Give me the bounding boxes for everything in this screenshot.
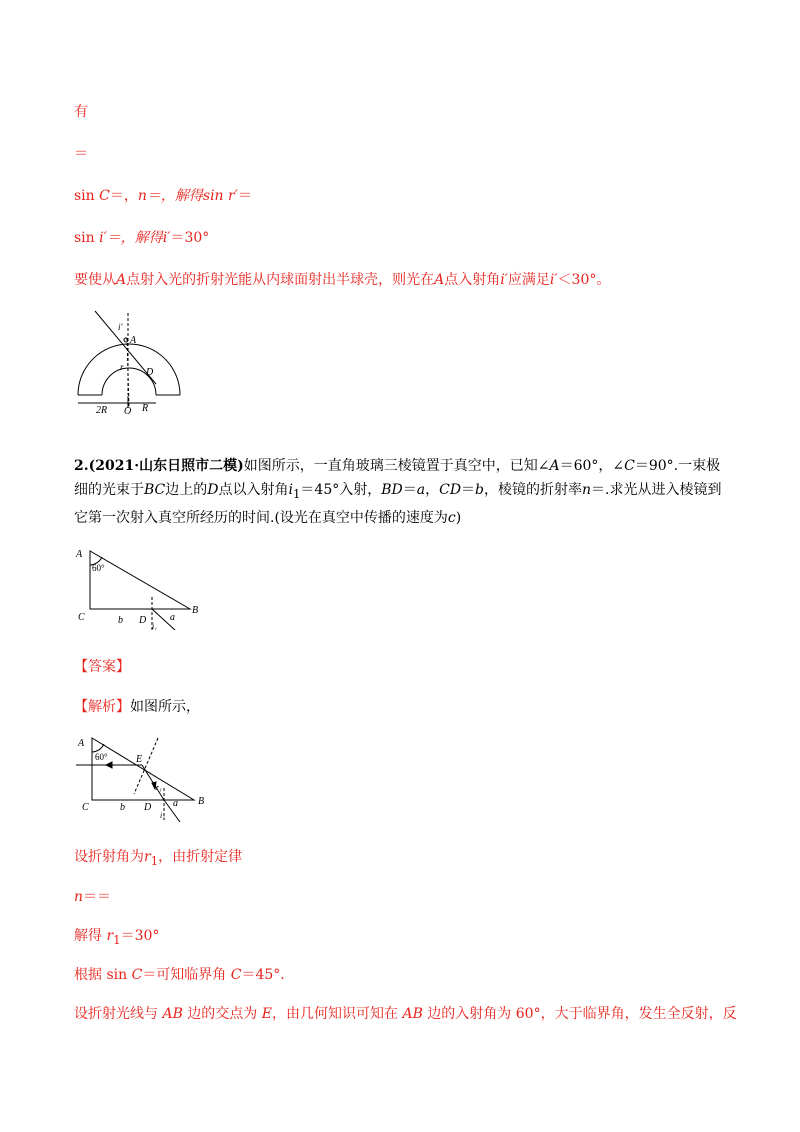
solution-line-8: 解得 $r_1=30^\circ$ bbox=[74, 928, 160, 947]
solution-line-3: sin C＝，n＝，解得sin r′＝ bbox=[74, 188, 252, 204]
fig2-label-A: A bbox=[76, 549, 83, 560]
analysis-line: 【解析】如图所示， bbox=[74, 699, 200, 715]
fig2-label-b: b bbox=[118, 615, 123, 626]
label-A: A bbox=[130, 335, 137, 346]
prism-ray-figure bbox=[76, 732, 221, 827]
fig2-label-angle: 60° bbox=[92, 563, 105, 573]
solution-line-7: n＝＝ bbox=[74, 889, 112, 905]
fig3-label-A: A bbox=[78, 738, 85, 749]
answer-label: 【答案】 bbox=[74, 659, 130, 675]
solution-line-5: 要使从A点射入光的折射光能从内球面射出半球壳，则光在A点入射角i′应满足i′＜30°。 bbox=[74, 272, 611, 288]
label-R: R bbox=[142, 403, 149, 414]
fig3-label-r1: r₁ bbox=[156, 783, 162, 792]
fig2-label-i1: i₁ bbox=[152, 622, 158, 630]
fig3-label-angle: 60° bbox=[95, 752, 108, 762]
solution-line-4: sin i′＝，解得i′＝30° bbox=[74, 230, 210, 246]
fig3-label-D: D bbox=[144, 802, 152, 813]
fig3-label-C: C bbox=[82, 802, 89, 813]
label-r: r bbox=[120, 362, 124, 372]
solution-line-9: 根据 sin C＝可知临界角 C＝45°. bbox=[74, 967, 285, 983]
label-D: D bbox=[146, 367, 154, 378]
solution-line-10: 设折射光线与 AB 边的交点为 E，由几何知识可知在 AB 边的入射角为 60°，大于临界角，发生全反射，反 bbox=[74, 1006, 737, 1022]
question-2: 2.(2021·山东日照市二模)如图所示，一直角玻璃三棱镜置于真空中，已知∠A＝60°，∠C＝90°.一束极细的光束于BC边上的D点以入射角$i_1=45^\circ$入射，BD＝a，CD＝b，棱镜的折射率n＝.求光从进入棱镜到它第一次射入真空所经历的时间.(设光在真空中传播的速度为c) bbox=[74, 458, 722, 526]
fig3-label-B: B bbox=[198, 796, 205, 807]
hemisphere-figure bbox=[70, 308, 190, 418]
fig2-label-C: C bbox=[78, 612, 85, 623]
prism-figure bbox=[72, 545, 212, 630]
fig3-label-a: a bbox=[173, 798, 178, 809]
fig3-label-E: E bbox=[136, 754, 143, 765]
label-O: O bbox=[124, 406, 132, 417]
fig2-label-D: D bbox=[139, 615, 147, 626]
label-i-prime: i′ bbox=[118, 322, 123, 332]
fig2-label-a: a bbox=[170, 612, 175, 623]
solution-line-6: 设折射角为$r_1$，由折射定律 bbox=[74, 849, 243, 868]
solution-line-2: ＝ bbox=[74, 146, 88, 162]
fig3-label-b: b bbox=[120, 802, 125, 813]
label-2R: 2R bbox=[96, 405, 108, 416]
solution-line-1: 有 bbox=[74, 104, 88, 120]
fig2-label-B: B bbox=[192, 605, 199, 616]
fig3-label-i1: i₁ bbox=[160, 811, 166, 820]
